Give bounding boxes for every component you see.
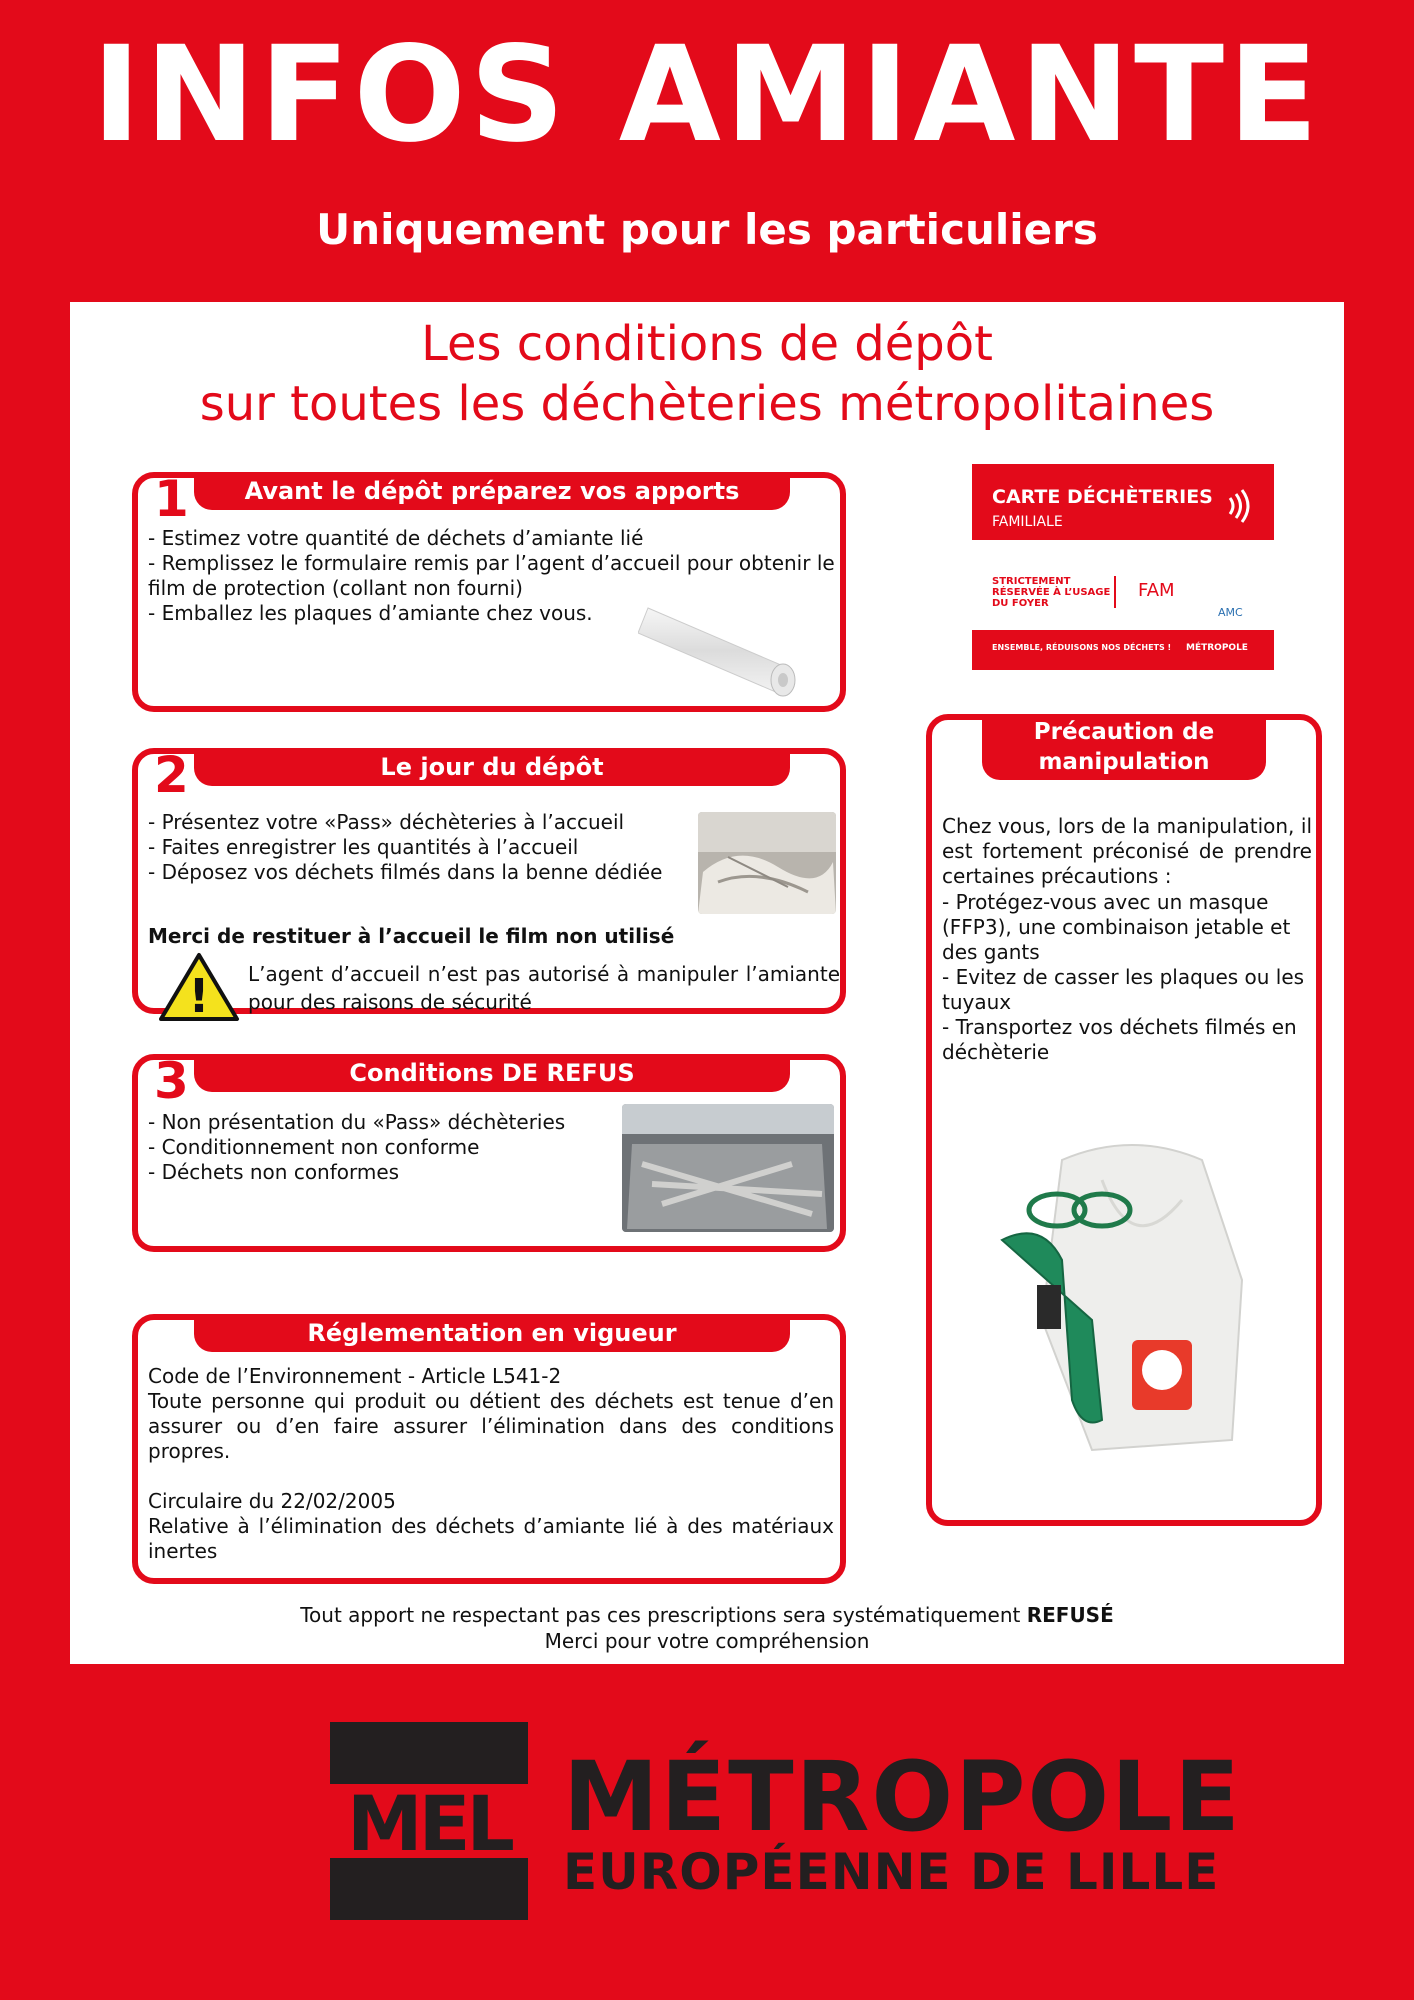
section-2-line: - Déposez vos déchets filmés dans la benne dédiée bbox=[148, 860, 663, 884]
section-3-line: - Non présentation du «Pass» déchèteries bbox=[148, 1110, 566, 1134]
contactless-icon bbox=[1222, 488, 1258, 524]
precaution-title bbox=[982, 714, 1266, 780]
logo-line-2: EUROPÉENNE DE LILLE bbox=[563, 1843, 1220, 1901]
poster-subtitle: Uniquement pour les particuliers bbox=[316, 205, 1098, 254]
warning-icon bbox=[158, 952, 240, 1022]
regulation-line: Toute personne qui produit ou détient des déchets est tenue d’en assurer ou d’en faire assurer l’élimination dans des conditions propres. bbox=[148, 1389, 834, 1463]
mel-logo-icon bbox=[330, 1722, 528, 1920]
card-divider bbox=[1114, 576, 1116, 608]
section-3-box bbox=[132, 1054, 846, 1252]
main-panel bbox=[70, 302, 1344, 1664]
precaution-intro: Chez vous, lors de la manipulation, il est fortement préconisé de prendre certaines précautions : bbox=[942, 814, 1312, 888]
section-1-line: - Remplissez le formulaire remis par l’agent d’accueil pour obtenir le film de protection (collant non fourni) bbox=[148, 551, 835, 600]
card-header bbox=[972, 464, 1274, 540]
section-1-number: 1 bbox=[154, 470, 189, 528]
section-3-line: - Conditionnement non conforme bbox=[148, 1135, 480, 1159]
mel-logo-letters: MEL bbox=[347, 1779, 511, 1868]
section-3-line: - Déchets non conformes bbox=[148, 1160, 400, 1184]
precaution-title-line-1: Précaution de bbox=[1033, 719, 1215, 745]
card-brand: AMC bbox=[1218, 606, 1243, 619]
precaution-box bbox=[926, 714, 1322, 1526]
card-title: CARTE DÉCHÈTERIES bbox=[992, 486, 1213, 508]
heading-line-1: Les conditions de dépôt bbox=[421, 316, 993, 372]
regulation-box bbox=[132, 1314, 846, 1584]
section-1-line: - Estimez votre quantité de déchets d’amiante lié bbox=[148, 526, 644, 550]
regulation-title: Réglementation en vigueur bbox=[194, 1314, 790, 1352]
waste-card bbox=[972, 464, 1274, 670]
regulation-line: Circulaire du 22/02/2005 bbox=[148, 1489, 396, 1513]
section-2-notice: Merci de restituer à l’accueil le film non utilisé bbox=[148, 924, 675, 948]
precaution-item: - Protégez-vous avec un masque (FFP3), une combinaison jetable et des gants bbox=[942, 890, 1291, 964]
protective-equipment-image bbox=[982, 1120, 1272, 1460]
refused-waste-image bbox=[622, 1104, 834, 1232]
footer-refused: REFUSÉ bbox=[1026, 1603, 1114, 1627]
precaution-item: - Evitez de casser les plaques ou les tuyaux bbox=[942, 965, 1305, 1014]
mel-logo-mark bbox=[330, 1722, 528, 1920]
card-footer bbox=[972, 630, 1274, 670]
section-2-title: Le jour du dépôt bbox=[194, 748, 790, 786]
heading-line-2: sur toutes les déchèteries métropolitaines bbox=[199, 376, 1215, 432]
regulation-text bbox=[148, 1364, 834, 1564]
footer-note bbox=[70, 1602, 1344, 1654]
section-2-box bbox=[132, 746, 846, 1022]
precaution-list bbox=[942, 890, 1312, 1065]
film-roll-image bbox=[638, 588, 838, 698]
footer-line-1 bbox=[70, 1602, 1344, 1628]
card-code: FAM bbox=[1138, 580, 1175, 601]
regulation-line: Code de l’Environnement - Article L541-2 bbox=[148, 1364, 562, 1388]
section-2-line: - Présentez votre «Pass» déchèteries à l’accueil bbox=[148, 810, 625, 834]
section-1-title: Avant le dépôt préparez vos apports bbox=[194, 472, 790, 510]
panel-heading bbox=[70, 314, 1344, 434]
regulation-line: Relative à l’élimination des déchets d’amiante lié à des matériaux inertes bbox=[148, 1514, 834, 1563]
warning-symbol: ! bbox=[188, 969, 210, 1022]
section-3-text bbox=[148, 1110, 618, 1185]
footer-line-2: Merci pour votre compréhension bbox=[544, 1629, 870, 1653]
precaution-item: - Transportez vos déchets filmés en déchèterie bbox=[942, 1015, 1297, 1064]
logo-line-1: MÉTROPOLE bbox=[563, 1741, 1242, 1853]
card-slogan: ENSEMBLE, RÉDUISONS NOS DÉCHETS ! bbox=[992, 643, 1172, 652]
poster-title: INFOS AMIANTE bbox=[91, 18, 1323, 172]
section-2-number: 2 bbox=[154, 746, 189, 804]
section-1-box bbox=[132, 472, 846, 712]
section-2-warning: L’agent d’accueil n’est pas autorisé à manipuler l’amiante pour des raisons de sécurité bbox=[248, 962, 840, 1014]
card-footer-logo: MÉTROPOLE bbox=[1186, 643, 1248, 653]
filmed-waste-image bbox=[698, 812, 836, 914]
section-1-line: - Emballez les plaques d’amiante chez vous. bbox=[148, 601, 593, 625]
section-3-number: 3 bbox=[154, 1052, 189, 1110]
section-2-text bbox=[148, 810, 708, 885]
footer-line-1-text: Tout apport ne respectant pas ces prescriptions sera systématiquement bbox=[300, 1603, 1027, 1627]
card-subtitle: FAMILIALE bbox=[992, 514, 1063, 530]
section-3-title: Conditions DE REFUS bbox=[194, 1054, 790, 1092]
card-reserved-text: STRICTEMENT RÉSERVÉE À L’USAGE DU FOYER bbox=[992, 576, 1111, 609]
section-2-line: - Faites enregistrer les quantités à l’accueil bbox=[148, 835, 579, 859]
precaution-title-line-2: manipulation bbox=[1038, 749, 1210, 775]
